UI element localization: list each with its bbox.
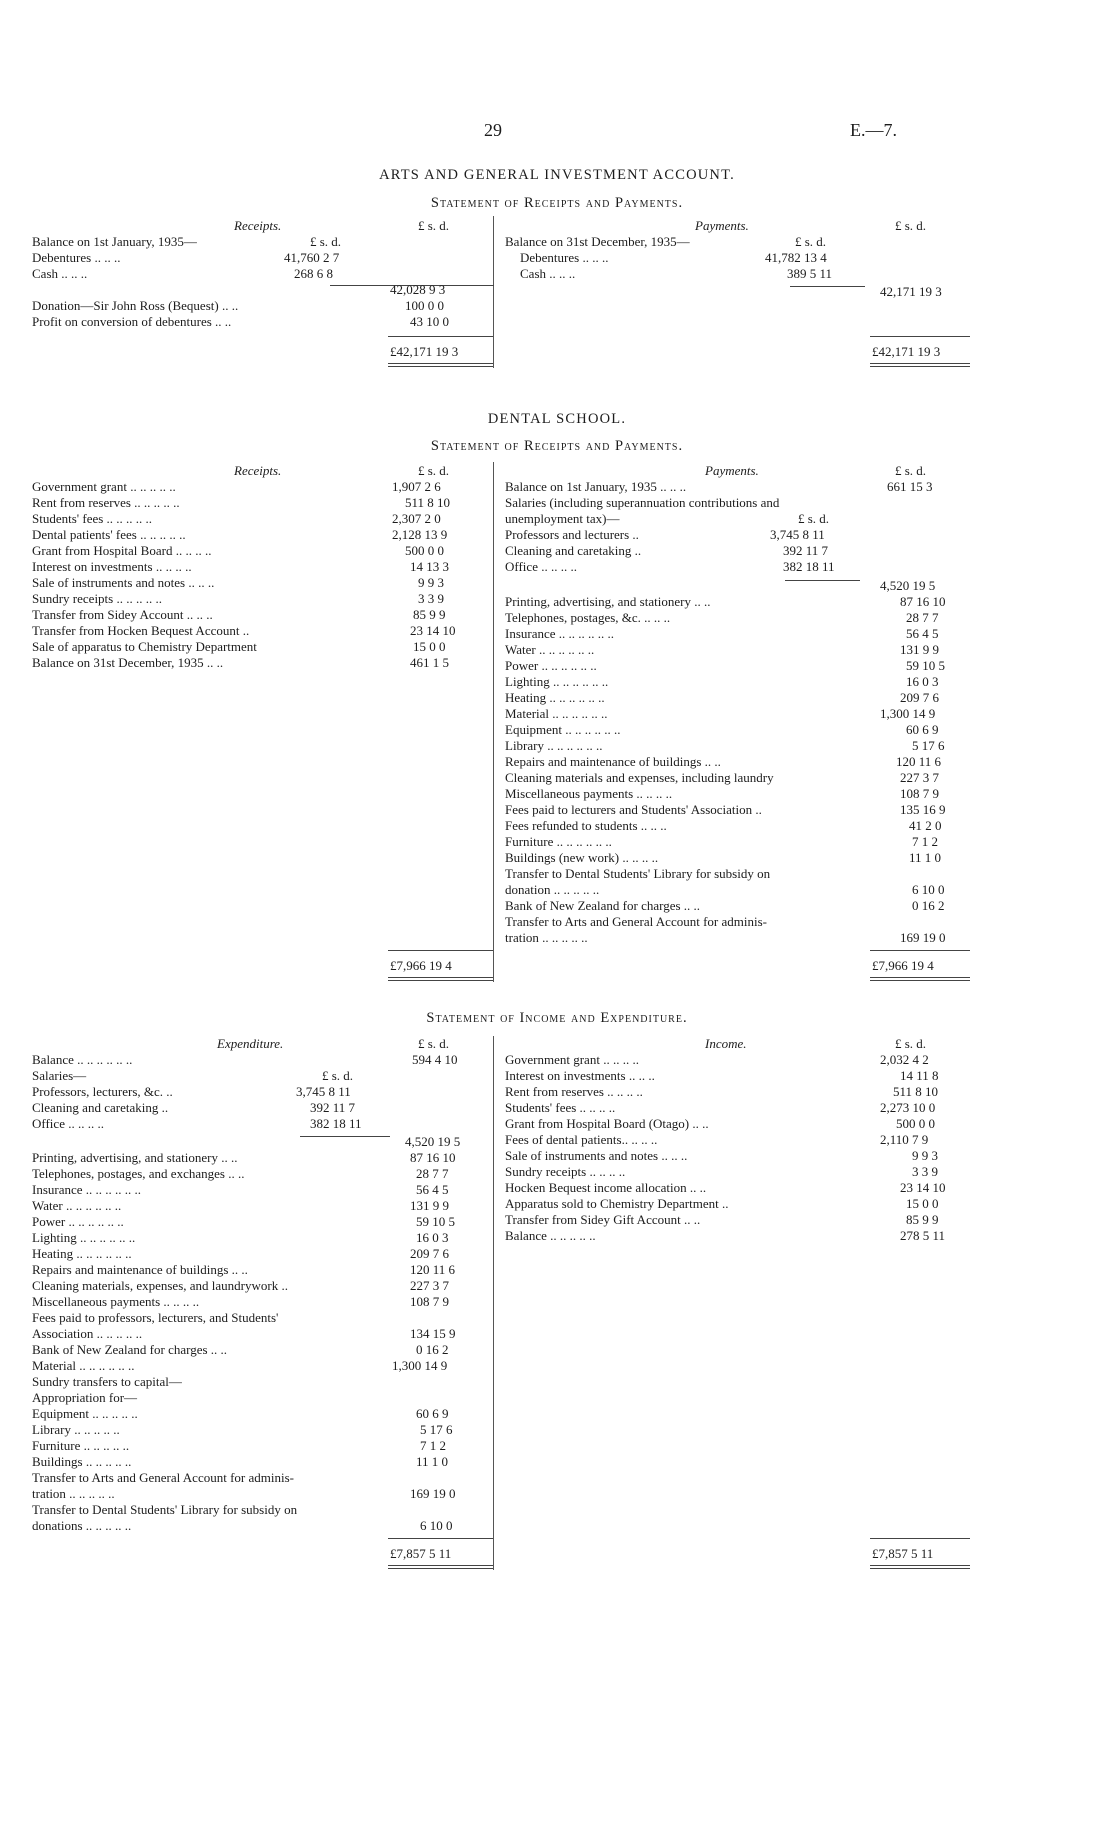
row-text: Donation—Sir John Ross (Bequest) .. .. <box>32 298 239 313</box>
row-text: Appropriation for— <box>32 1390 138 1405</box>
row-amount: 9 9 3 <box>912 1148 938 1163</box>
row-subamount: 3,745 8 11 <box>770 527 825 542</box>
row-text: Repairs and maintenance of buildings .. .. <box>32 1262 248 1277</box>
row-amount: 14 13 3 <box>410 559 449 574</box>
row-subamount: £ s. d. <box>798 511 830 526</box>
row-amount: 56 4 5 <box>906 626 939 641</box>
page-ref: E.—7. <box>850 120 897 140</box>
row-text: Water .. .. .. .. .. .. <box>505 642 595 657</box>
row-text: Cash .. .. .. <box>32 266 88 281</box>
row-amount: 23 14 10 <box>900 1180 946 1195</box>
row-amount: 7 1 2 <box>420 1438 446 1453</box>
sec2-money-heading-right: £ s. d. <box>895 463 927 478</box>
sec1-divider <box>493 216 494 368</box>
row-subamount: 392 11 7 <box>310 1100 356 1115</box>
row-amount: 227 3 7 <box>410 1278 449 1293</box>
row-text: Balance .. .. .. .. .. <box>505 1228 596 1243</box>
row-amount: 28 7 7 <box>906 610 939 625</box>
sec1-money-heading-left: £ s. d. <box>418 218 450 233</box>
row-text: Power .. .. .. .. .. .. <box>32 1214 124 1229</box>
rule <box>388 1568 493 1569</box>
row-amount: 2,032 4 2 <box>880 1052 929 1067</box>
row-text: Cleaning and caretaking .. <box>505 543 642 558</box>
row-text: Cleaning materials, expenses, and laundrywork .. <box>32 1278 288 1293</box>
rule <box>300 1136 390 1137</box>
sec3-subtitle: Statement of Income and Expenditure. <box>426 1010 688 1026</box>
sec3-money-heading-right: £ s. d. <box>895 1036 927 1051</box>
row-text: Library .. .. .. .. .. <box>32 1422 120 1437</box>
row-subamount: 392 11 7 <box>783 543 829 558</box>
row-text: Debentures .. .. .. <box>32 250 121 265</box>
sec2-money-heading-left: £ s. d. <box>418 463 450 478</box>
row-amount: 6 10 0 <box>420 1518 453 1533</box>
rule <box>870 980 970 981</box>
rule <box>388 336 493 337</box>
row-text: Balance on 31st December, 1935 .. .. <box>32 655 224 670</box>
sec1-money-heading-right: £ s. d. <box>895 218 927 233</box>
rule <box>870 363 970 364</box>
row-text: Professors and lecturers .. <box>505 527 639 542</box>
row-amount: 500 0 0 <box>896 1116 935 1131</box>
row-amount: 87 16 10 <box>410 1150 456 1165</box>
row-amount: 11 1 0 <box>416 1454 449 1469</box>
sec2-title: DENTAL SCHOOL. <box>487 411 627 427</box>
row-amount: 5 17 6 <box>420 1422 453 1437</box>
row-amount: 461 1 5 <box>410 655 449 670</box>
row-text: Printing, advertising, and stationery .. .. <box>32 1150 238 1165</box>
row-amount: 135 16 9 <box>900 802 946 817</box>
row-amount: 1,300 14 9 <box>880 706 936 721</box>
row-text: Fees of dental patients.. .. .. .. <box>505 1132 658 1147</box>
sec3-money-heading-left: £ s. d. <box>418 1036 450 1051</box>
row-amount: 3 3 9 <box>418 591 444 606</box>
sec3-total-left: £7,857 5 11 <box>390 1546 452 1561</box>
row-text: Students' fees .. .. .. .. <box>505 1100 616 1115</box>
row-amount: 43 10 0 <box>410 314 449 329</box>
row-amount: 23 14 10 <box>410 623 456 638</box>
row-text: Transfer to Dental Students' Library for subsidy on <box>32 1502 298 1517</box>
row-text: Association .. .. .. .. .. <box>32 1326 143 1341</box>
row-amount: 60 6 9 <box>906 722 939 737</box>
rule <box>388 363 493 364</box>
row-text: Fees paid to lecturers and Students' Association .. <box>505 802 762 817</box>
row-amount: 100 0 0 <box>405 298 444 313</box>
row-amount: 209 7 6 <box>410 1246 449 1261</box>
row-amount: 594 4 10 <box>412 1052 458 1067</box>
row-text: donations .. .. .. .. .. <box>32 1518 132 1533</box>
rule <box>870 1538 970 1539</box>
row-text: tration .. .. .. .. .. <box>32 1486 115 1501</box>
row-text: Buildings .. .. .. .. .. <box>32 1454 132 1469</box>
rule <box>388 1565 493 1566</box>
row-text: Sundry receipts .. .. .. .. <box>505 1164 626 1179</box>
row-amount: 15 0 0 <box>906 1196 939 1211</box>
row-amount: 4,520 19 5 <box>880 578 936 593</box>
row-text: tration .. .. .. .. .. <box>505 930 588 945</box>
sec2-total-left: £7,966 19 4 <box>390 958 452 973</box>
row-text: Government grant .. .. .. .. .. <box>32 479 176 494</box>
row-text: Telephones, postages, and exchanges .. .. <box>32 1166 245 1181</box>
row-text: Grant from Hospital Board .. .. .. .. <box>32 543 212 558</box>
row-text: unemployment tax)— <box>505 511 620 526</box>
row-amount: 169 19 0 <box>900 930 946 945</box>
row-text: Equipment .. .. .. .. .. <box>32 1406 138 1421</box>
rule <box>870 977 970 978</box>
row-text: Library .. .. .. .. .. .. <box>505 738 603 753</box>
row-text: Water .. .. .. .. .. .. <box>32 1198 122 1213</box>
row-text: Dental patients' fees .. .. .. .. .. <box>32 527 186 542</box>
row-text: Bank of New Zealand for charges .. .. <box>505 898 701 913</box>
row-amount: 1,907 2 6 <box>392 479 441 494</box>
rule <box>870 366 970 367</box>
sec1-title: ARTS AND GENERAL INVESTMENT ACCOUNT. <box>379 167 735 183</box>
row-text: Printing, advertising, and stationery .. .. <box>505 594 711 609</box>
row-amount: 16 0 3 <box>416 1230 449 1245</box>
row-text: Transfer from Sidey Account .. .. .. <box>32 607 213 622</box>
row-amount: 169 19 0 <box>410 1486 456 1501</box>
row-text: Cleaning materials and expenses, including laundry <box>505 770 774 785</box>
row-amount: 500 0 0 <box>405 543 444 558</box>
row-text: Professors, lecturers, &c. .. <box>32 1084 173 1099</box>
row-text: Fees paid to professors, lecturers, and Students' <box>32 1310 279 1325</box>
row-amount: 42,028 9 3 <box>390 282 446 297</box>
sec1-subtitle: Statement of Receipts and Payments. <box>430 195 684 211</box>
row-text: Equipment .. .. .. .. .. .. <box>505 722 621 737</box>
row-amount: 16 0 3 <box>906 674 939 689</box>
rule <box>790 286 865 287</box>
row-text: Insurance .. .. .. .. .. .. <box>505 626 615 641</box>
row-amount: 120 11 6 <box>410 1262 456 1277</box>
row-amount: 15 0 0 <box>413 639 446 654</box>
row-amount: 5 17 6 <box>912 738 945 753</box>
sec1-payments-heading: Payments. <box>695 218 749 233</box>
row-text: Transfer from Hocken Bequest Account .. <box>32 623 250 638</box>
sec2-divider <box>493 462 494 982</box>
row-text: Transfer to Dental Students' Library for subsidy on <box>505 866 771 881</box>
row-subamount: 268 6 8 <box>294 266 333 281</box>
row-text: Telephones, postages, &c. .. .. .. <box>505 610 671 625</box>
row-amount: 209 7 6 <box>900 690 939 705</box>
row-amount: 85 9 9 <box>413 607 446 622</box>
sec1-total-right: £42,171 19 3 <box>872 344 941 359</box>
rule <box>388 980 493 981</box>
row-text: Power .. .. .. .. .. .. <box>505 658 597 673</box>
row-amount: 131 9 9 <box>900 642 939 657</box>
row-amount: 28 7 7 <box>416 1166 449 1181</box>
rule <box>870 950 970 951</box>
row-amount: 41 2 0 <box>909 818 942 833</box>
row-text: Sale of instruments and notes .. .. .. <box>32 575 215 590</box>
row-amount: 120 11 6 <box>896 754 942 769</box>
page-number: 29 <box>484 120 502 140</box>
row-text: Transfer from Sidey Gift Account .. .. <box>505 1212 701 1227</box>
row-amount: 227 3 7 <box>900 770 939 785</box>
row-subamount: 41,782 13 4 <box>765 250 827 265</box>
row-amount: 2,273 10 0 <box>880 1100 936 1115</box>
row-text: Interest on investments .. .. .. .. <box>32 559 192 574</box>
row-text: Rent from reserves .. .. .. .. <box>505 1084 643 1099</box>
row-text: Furniture .. .. .. .. .. <box>32 1438 130 1453</box>
row-amount: 59 10 5 <box>906 658 945 673</box>
row-amount: 59 10 5 <box>416 1214 455 1229</box>
sec3-expenditure-heading: Expenditure. <box>217 1036 284 1051</box>
sec3-total-right: £7,857 5 11 <box>872 1546 934 1561</box>
row-text: Material .. .. .. .. .. .. <box>505 706 608 721</box>
row-amount: 108 7 9 <box>410 1294 449 1309</box>
row-text: Office .. .. .. .. <box>32 1116 104 1131</box>
sec1-total-left: £42,171 19 3 <box>390 344 459 359</box>
row-subamount: 382 18 11 <box>783 559 835 574</box>
row-text: Apparatus sold to Chemistry Department .. <box>505 1196 729 1211</box>
row-text: Bank of New Zealand for charges .. .. <box>32 1342 228 1357</box>
row-text: Sundry receipts .. .. .. .. .. <box>32 591 162 606</box>
sec1-receipts-heading: Receipts. <box>234 218 282 233</box>
row-amount: 2,307 2 0 <box>392 511 441 526</box>
row-text: Lighting .. .. .. .. .. .. <box>32 1230 136 1245</box>
row-amount: 278 5 11 <box>900 1228 946 1243</box>
row-text: Miscellaneous payments .. .. .. .. <box>505 786 673 801</box>
row-text: Grant from Hospital Board (Otago) .. .. <box>505 1116 709 1131</box>
row-amount: 661 15 3 <box>887 479 933 494</box>
row-amount: 511 8 10 <box>405 495 451 510</box>
row-text: Furniture .. .. .. .. .. .. <box>505 834 612 849</box>
row-text: Cleaning and caretaking .. <box>32 1100 169 1115</box>
sec2-receipts-heading: Receipts. <box>234 463 282 478</box>
row-text: Rent from reserves .. .. .. .. .. <box>32 495 180 510</box>
row-text: Office .. .. .. .. <box>505 559 577 574</box>
sec2-payments-heading: Payments. <box>705 463 759 478</box>
row-amount: 0 16 2 <box>912 898 945 913</box>
sec2-subtitle: Statement of Receipts and Payments. <box>430 438 684 454</box>
row-amount: 42,171 19 3 <box>880 284 942 299</box>
row-amount: 1,300 14 9 <box>392 1358 448 1373</box>
row-subamount: 3,745 8 11 <box>296 1084 351 1099</box>
row-text: Sale of instruments and notes .. .. .. <box>505 1148 688 1163</box>
row-text: Salaries— <box>32 1068 87 1083</box>
row-amount: 87 16 10 <box>900 594 946 609</box>
row-text: Repairs and maintenance of buildings .. .. <box>505 754 721 769</box>
row-amount: 7 1 2 <box>912 834 938 849</box>
rule <box>388 366 493 367</box>
row-text: donation .. .. .. .. .. <box>505 882 600 897</box>
row-amount: 108 7 9 <box>900 786 939 801</box>
row-text: Government grant .. .. .. .. <box>505 1052 639 1067</box>
row-text: Sale of apparatus to Chemistry Department <box>32 639 257 654</box>
rule <box>870 336 970 337</box>
sec3-income-heading: Income. <box>705 1036 747 1051</box>
row-subamount: £ s. d. <box>322 1068 354 1083</box>
row-text: Material .. .. .. .. .. .. <box>32 1358 135 1373</box>
row-subamount: £ s. d. <box>310 234 342 249</box>
rule <box>388 1538 493 1539</box>
row-amount: 511 8 10 <box>893 1084 939 1099</box>
row-amount: 14 11 8 <box>900 1068 939 1083</box>
row-text: Lighting .. .. .. .. .. .. <box>505 674 609 689</box>
row-text: Transfer to Arts and General Account for adminis- <box>505 914 767 929</box>
row-text: Salaries (including superannuation contributions and <box>505 495 780 510</box>
row-amount: 9 9 3 <box>418 575 444 590</box>
row-text: Debentures .. .. .. <box>520 250 609 265</box>
row-amount: 60 6 9 <box>416 1406 449 1421</box>
row-text: Transfer to Arts and General Account for adminis- <box>32 1470 294 1485</box>
rule <box>785 580 860 581</box>
row-text: Balance on 1st January, 1935 .. .. .. <box>505 479 687 494</box>
row-amount: 2,110 7 9 <box>880 1132 929 1147</box>
row-amount: 0 16 2 <box>416 1342 449 1357</box>
row-text: Heating .. .. .. .. .. .. <box>32 1246 132 1261</box>
row-subamount: £ s. d. <box>795 234 827 249</box>
row-amount: 2,128 13 9 <box>392 527 448 542</box>
row-subamount: 389 5 11 <box>787 266 833 281</box>
row-text: Sundry transfers to capital— <box>32 1374 182 1389</box>
rule <box>388 950 493 951</box>
row-amount: 6 10 0 <box>912 882 945 897</box>
row-amount: 134 15 9 <box>410 1326 456 1341</box>
row-text: Profit on conversion of debentures .. .. <box>32 314 232 329</box>
rule <box>870 1568 970 1569</box>
row-amount: 131 9 9 <box>410 1198 449 1213</box>
row-subamount: 382 18 11 <box>310 1116 362 1131</box>
row-text: Hocken Bequest income allocation .. .. <box>505 1180 707 1195</box>
row-text: Balance on 31st December, 1935— <box>505 234 690 249</box>
sec2-total-right: £7,966 19 4 <box>872 958 934 973</box>
row-amount: 11 1 0 <box>909 850 942 865</box>
rule <box>388 977 493 978</box>
row-text: Students' fees .. .. .. .. .. <box>32 511 153 526</box>
row-text: Fees refunded to students .. .. .. <box>505 818 667 833</box>
row-text: Heating .. .. .. .. .. .. <box>505 690 605 705</box>
sec3-divider <box>493 1036 494 1570</box>
row-text: Cash .. .. .. <box>520 266 576 281</box>
row-amount: 4,520 19 5 <box>405 1134 461 1149</box>
row-text: Insurance .. .. .. .. .. .. <box>32 1182 142 1197</box>
row-amount: 85 9 9 <box>906 1212 939 1227</box>
row-text: Interest on investments .. .. .. <box>505 1068 655 1083</box>
row-text: Buildings (new work) .. .. .. .. <box>505 850 659 865</box>
row-text: Balance .. .. .. .. .. .. <box>32 1052 133 1067</box>
row-text: Miscellaneous payments .. .. .. .. <box>32 1294 200 1309</box>
row-subamount: 41,760 2 7 <box>284 250 340 265</box>
row-amount: 56 4 5 <box>416 1182 449 1197</box>
row-text: Balance on 1st January, 1935— <box>32 234 197 249</box>
row-amount: 3 3 9 <box>912 1164 938 1179</box>
rule <box>870 1565 970 1566</box>
